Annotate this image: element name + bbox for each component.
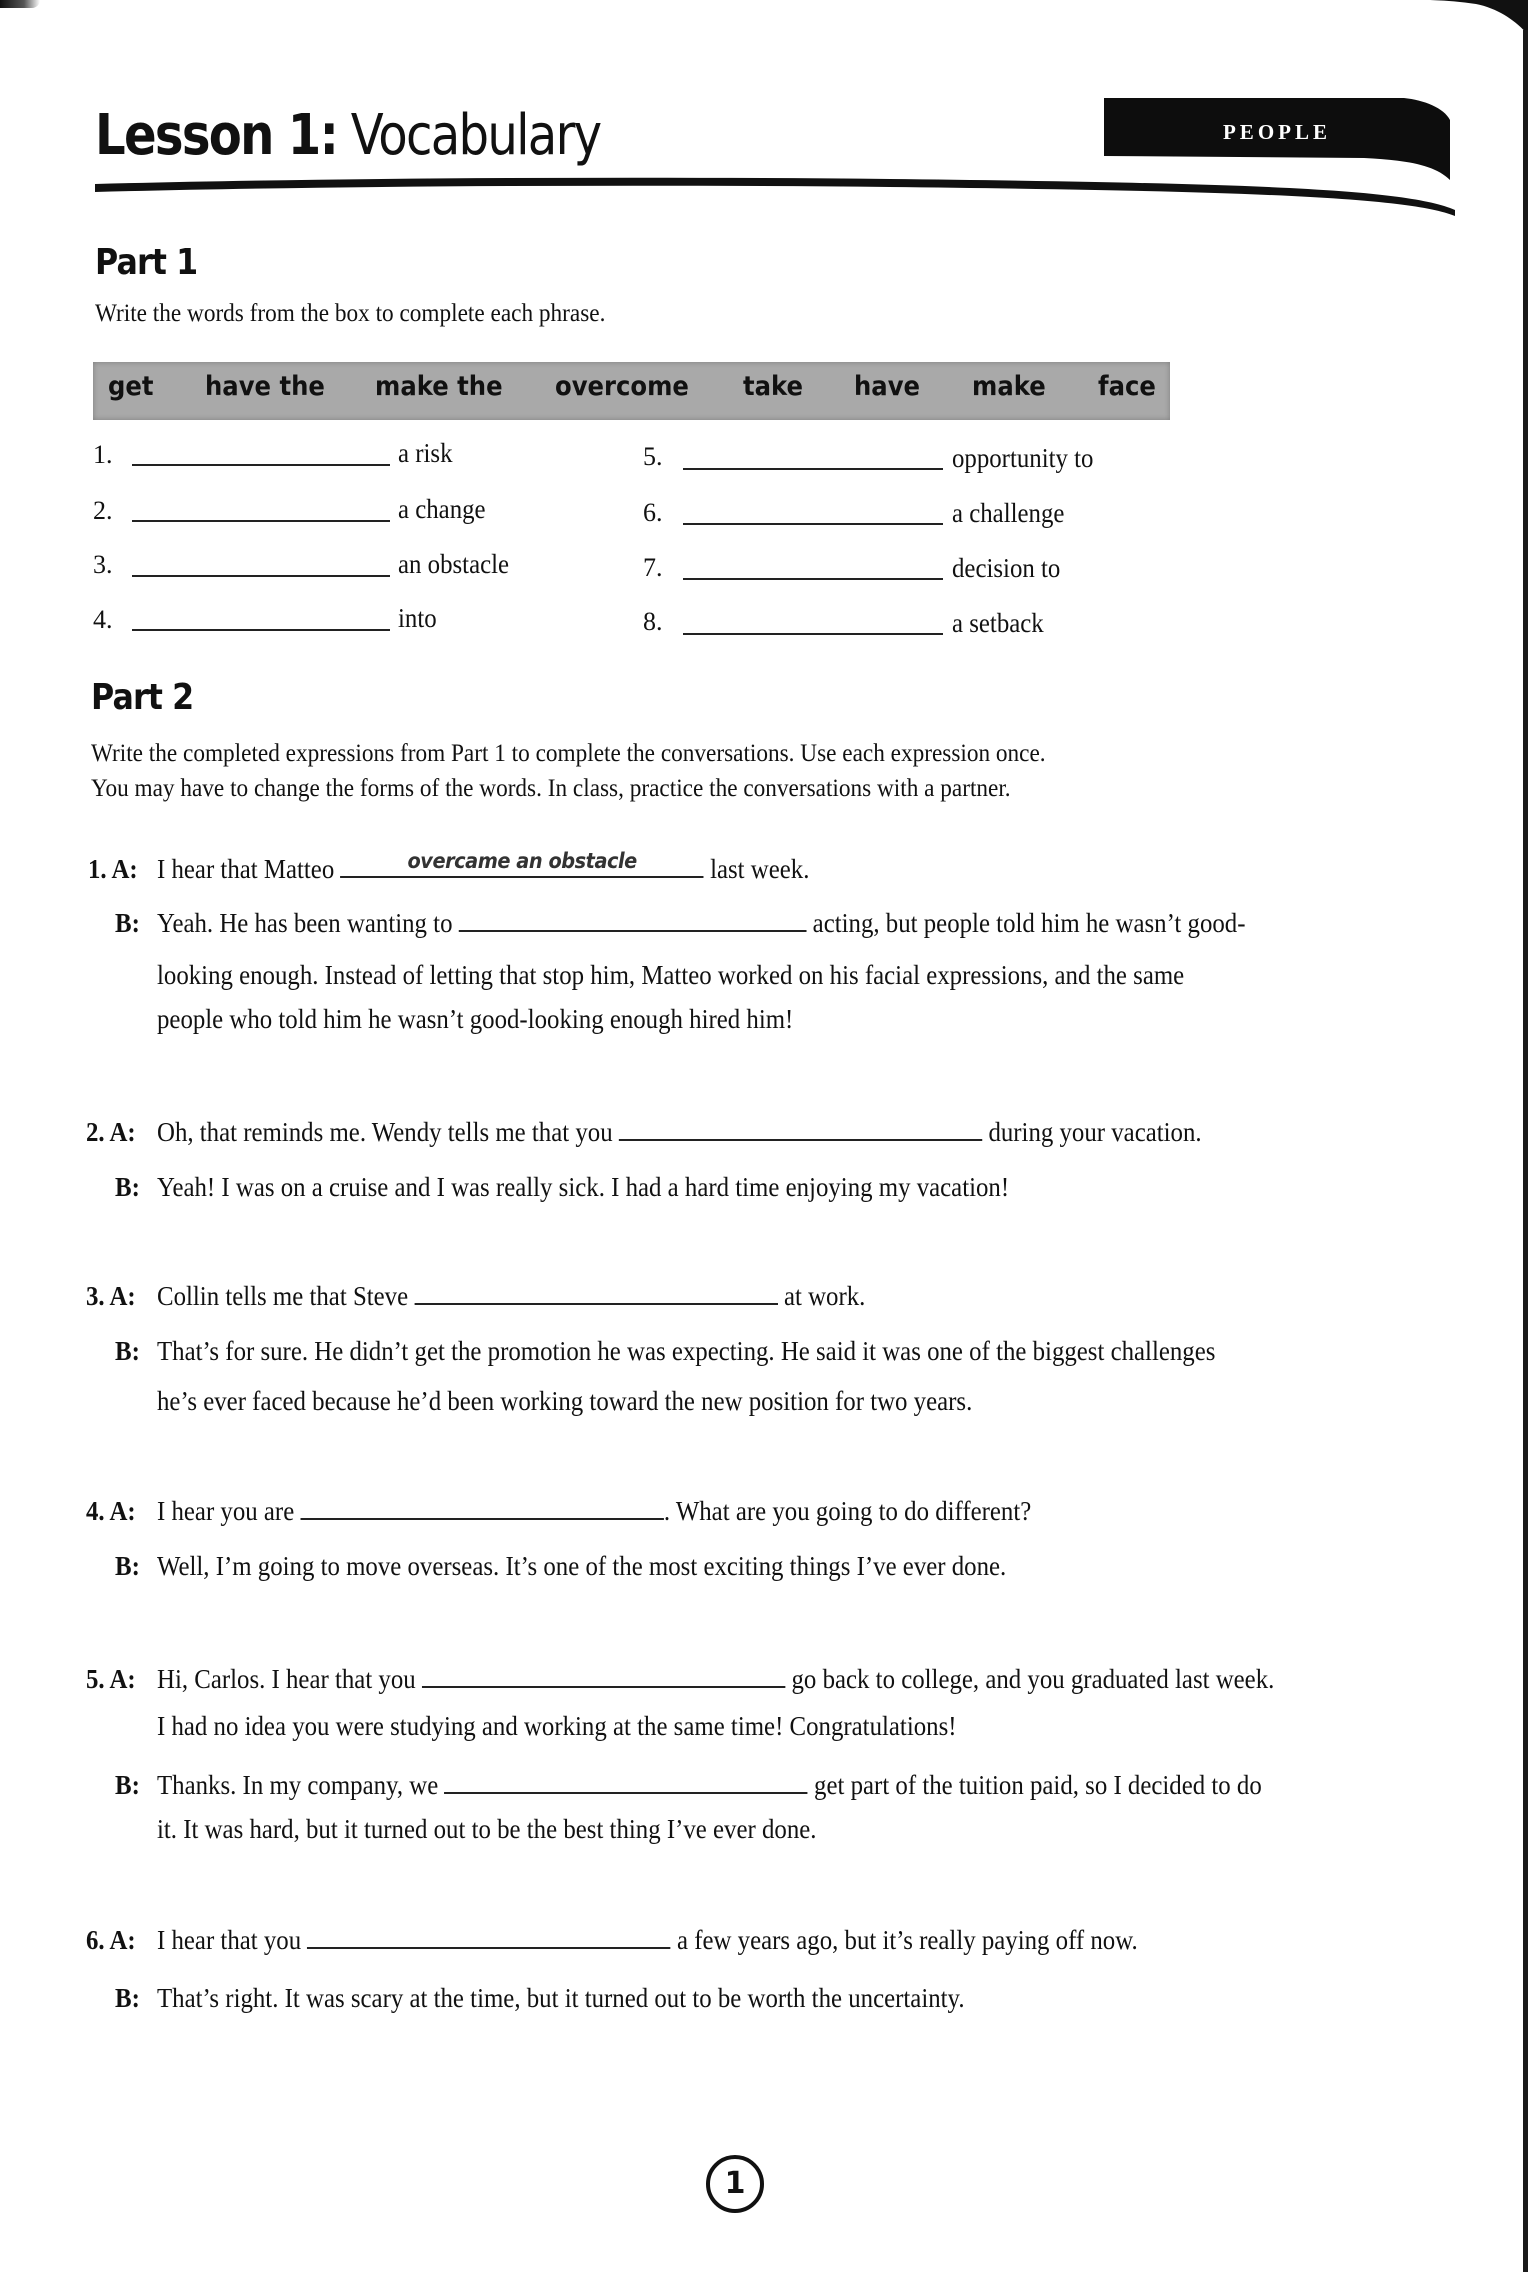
answer-blank[interactable]	[132, 629, 390, 631]
speaker-b-label: B:	[115, 1551, 140, 1581]
speaker-a-label: A:	[111, 854, 138, 884]
speaker-b-line: That’s for sure. He didn’t get the promotion he was expecting. He said it was one of the biggest challenges	[157, 1336, 1216, 1366]
word-bank-item: get	[108, 371, 154, 402]
handwritten-answer: overcame an obstacle	[407, 849, 637, 873]
answer-blank[interactable]	[132, 464, 390, 466]
line-text: Yeah. He has been wanting to	[157, 908, 453, 938]
title-topic: Vocabulary	[350, 103, 601, 168]
item-phrase: a challenge	[952, 498, 1065, 528]
item-phrase: opportunity to	[952, 443, 1094, 473]
speaker-a-label: A:	[109, 1925, 136, 1955]
item-phrase: into	[398, 603, 437, 633]
speaker-b-line: Yeah! I was on a cruise and I was really sick. I had a hard time enjoying my vacation!	[157, 1172, 1010, 1202]
answer-blank[interactable]	[683, 633, 943, 635]
speaker-a-line	[157, 1281, 865, 1312]
conv-num: 4.	[86, 1496, 105, 1526]
answer-blank[interactable]	[414, 1281, 777, 1305]
speaker-a-label: A:	[109, 1496, 136, 1526]
title-lesson: Lesson 1:	[95, 103, 338, 168]
conv-num: 2.	[86, 1117, 105, 1147]
speaker-a-line	[157, 1925, 1138, 1956]
page-number: 1	[706, 2155, 764, 2213]
speaker-a-label: A:	[109, 1664, 136, 1694]
answer-blank[interactable]	[307, 1925, 670, 1949]
speaker-b-line: Well, I’m going to move overseas. It’s one of the most exciting things I’ve ever done.	[157, 1551, 1007, 1581]
part1-heading: Part 1	[95, 242, 198, 283]
answer-blank[interactable]	[300, 1496, 663, 1520]
speaker-a-line	[157, 1664, 1274, 1695]
speaker-a-label: A:	[109, 1117, 136, 1147]
item-number: 8.	[643, 607, 663, 636]
item-number: 4.	[93, 605, 113, 634]
conversation-number	[86, 1664, 136, 1695]
item-phrase: decision to	[952, 553, 1061, 583]
line-text: last week.	[710, 854, 810, 884]
speaker-a-line	[157, 1496, 1031, 1527]
line-text: acting, but people told him he wasn’t good-	[812, 908, 1246, 938]
line-text: get part of the tuition paid, so I decided to do	[814, 1770, 1262, 1800]
conversation-number	[86, 1925, 136, 1956]
item-phrase: a change	[398, 494, 486, 524]
line-text: during your vacation.	[988, 1117, 1202, 1147]
line-text: at work.	[783, 1281, 866, 1311]
line-text: go back to college, and you graduated last week.	[791, 1664, 1275, 1694]
item-number: 3.	[93, 550, 113, 579]
item-number: 5.	[643, 442, 663, 471]
item-number: 7.	[643, 553, 663, 582]
word-bank-item: have	[854, 371, 921, 402]
title-underline-rule	[95, 170, 1455, 220]
conv-num: 3.	[86, 1281, 105, 1311]
speaker-a-line	[157, 1117, 1202, 1148]
answer-blank[interactable]	[340, 849, 703, 878]
conversation-number	[86, 1281, 136, 1312]
line-text: a few years ago, but it’s really paying off now.	[676, 1925, 1138, 1955]
part2-instruction-line1: Write the completed expressions from Part 1 to complete the conversations. Use each expression once.	[91, 740, 1046, 767]
line-text: Collin tells me that Steve	[157, 1281, 409, 1311]
word-bank-item: make the	[375, 371, 503, 402]
speaker-b-continuation: people who told him he wasn’t good-looking enough hired him!	[157, 1004, 794, 1034]
line-text: I hear you are	[157, 1496, 295, 1526]
word-bank-item: make	[972, 371, 1046, 402]
page-margin	[1528, 0, 1536, 2272]
line-text: Oh, that reminds me. Wendy tells me that you	[157, 1117, 613, 1147]
word-bank-item: face	[1098, 371, 1156, 402]
item-number: 6.	[643, 498, 663, 527]
part2-heading: Part 2	[91, 677, 194, 718]
speaker-a-continuation: I had no idea you were studying and working at the same time! Congratulations!	[157, 1711, 957, 1741]
word-bank-item: overcome	[555, 371, 689, 402]
part2-instruction-line2: You may have to change the forms of the words. In class, practice the conversations with a partner.	[91, 775, 1011, 802]
conversation-number	[86, 1496, 136, 1527]
speaker-b-label: B:	[115, 1336, 140, 1366]
conv-num: 5.	[86, 1664, 105, 1694]
part1-instruction: Write the words from the box to complete each phrase.	[95, 300, 606, 327]
speaker-b-label: B:	[115, 1770, 140, 1800]
item-phrase: an obstacle	[398, 549, 510, 579]
speaker-b-label: B:	[115, 1983, 140, 2013]
answer-blank[interactable]	[132, 520, 390, 522]
answer-blank[interactable]	[683, 468, 943, 470]
speaker-b-line	[157, 908, 1245, 939]
answer-blank[interactable]	[444, 1770, 807, 1794]
answer-blank[interactable]	[683, 523, 943, 525]
unit-label: PEOPLE	[1222, 120, 1331, 144]
conversation-number	[86, 1117, 136, 1148]
speaker-b-label: B:	[115, 908, 140, 938]
conv-num: 1.	[88, 854, 107, 884]
item-phrase: a setback	[952, 608, 1044, 638]
line-text: I hear that you	[157, 1925, 302, 1955]
word-bank-item: take	[743, 371, 804, 402]
speaker-b-line	[157, 1770, 1262, 1801]
item-phrase: a risk	[398, 438, 453, 468]
page-title	[95, 103, 600, 168]
answer-blank[interactable]	[683, 578, 943, 580]
answer-blank[interactable]	[132, 575, 390, 577]
speaker-a-label: A:	[109, 1281, 136, 1311]
conv-num: 6.	[86, 1925, 105, 1955]
scan-corner-shadow	[0, 0, 40, 8]
speaker-b-line: That’s right. It was scary at the time, but it turned out to be worth the uncertainty.	[157, 1983, 965, 2013]
speaker-b-continuation: looking enough. Instead of letting that stop him, Matteo worked on his facial expressions, and the same	[157, 960, 1185, 990]
speaker-b-continuation: it. It was hard, but it turned out to be the best thing I’ve ever done.	[157, 1814, 817, 1844]
speaker-a-line	[157, 849, 810, 885]
answer-blank[interactable]	[422, 1664, 785, 1688]
speaker-b-continuation: he’s ever faced because he’d been working toward the new position for two years.	[157, 1386, 973, 1416]
word-bank-item: have the	[205, 371, 325, 402]
line-text: I hear that Matteo	[157, 854, 335, 884]
item-number: 1.	[93, 440, 113, 469]
line-text: . What are you going to do different?	[663, 1496, 1032, 1526]
answer-blank[interactable]	[619, 1117, 982, 1141]
item-number: 2.	[93, 496, 113, 525]
conversation-number	[88, 854, 138, 885]
line-text: Thanks. In my company, we	[157, 1770, 439, 1800]
answer-blank[interactable]	[459, 908, 807, 932]
line-text: Hi, Carlos. I hear that you	[157, 1664, 416, 1694]
page-curl-corner	[1426, 0, 1536, 45]
speaker-b-label: B:	[115, 1172, 140, 1202]
